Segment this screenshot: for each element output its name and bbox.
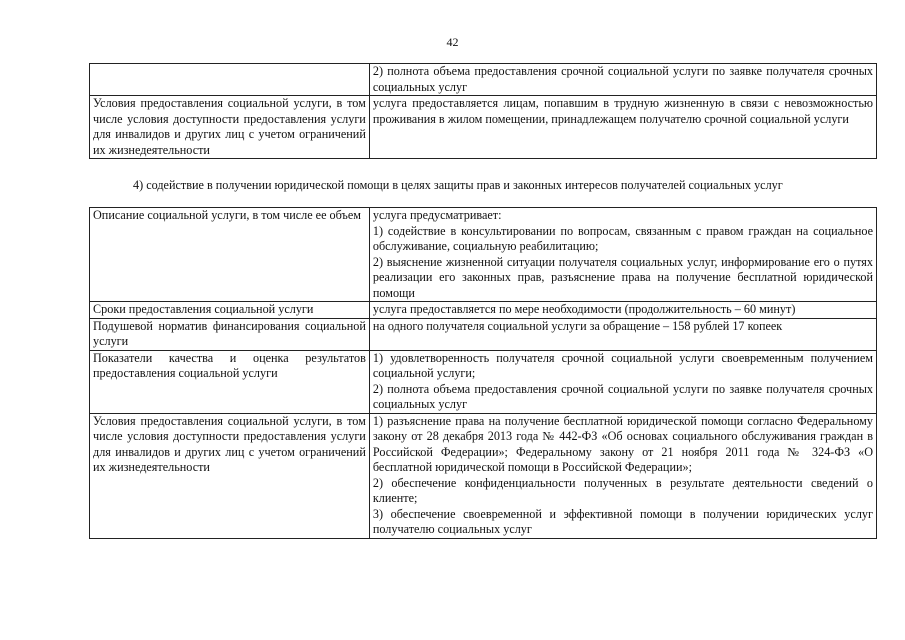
cell-paragraph: услуга предусматривает: — [372, 208, 502, 222]
page-number: 42 — [446, 35, 459, 49]
cell-paragraph: услуга предоставляется по мере необходимости (продолжительность – 60 минут) — [372, 302, 796, 316]
table-row — [90, 350, 877, 413]
table-row — [90, 318, 877, 350]
table-cell-value — [369, 208, 876, 302]
cell-paragraph: 1) удовлетворенность получателя срочной социальной услуги своевременным получением социальной услуги; — [372, 350, 873, 380]
cell-paragraph: 1) содействие в консультировании по вопросам, связанным с правом граждан на социальное обслуживание, социальную реабилитацию; — [372, 223, 873, 253]
table-row — [90, 208, 877, 302]
legal-aid-service-table — [89, 207, 877, 539]
services-table-continued — [89, 63, 877, 159]
table-cell-value — [369, 64, 876, 96]
cell-paragraph: 2) полнота объема предоставления срочной социальной услуги по заявке получателя срочных социальных услуг — [372, 381, 873, 411]
cell-paragraph: 2) выяснение жизненной ситуации получателя социальных услуг, информирование его о путях реализации его законных прав, разъяснение права на получение бесплатной юридической помощи — [372, 254, 873, 300]
table-cell-label: Условия предоставления социальной услуги, в том числе условия доступности предоставления услуги для инвалидов и других лиц с учетом ограничений их жизнедеятельности — [90, 413, 370, 538]
cell-paragraph: 3) обеспечение своевременной и эффективной помощи в получении юридических услуг получателю социальных услуг — [372, 506, 873, 536]
table-row — [90, 302, 877, 319]
section-heading: 4) содействие в получении юридической помощи в целях защиты прав и законных интересов получателей социальных услуг — [133, 178, 783, 192]
cell-paragraph: 1) разъяснение права на получение бесплатной юридической помощи согласно Федеральному закону от 28 декабря 2013 года № 442-ФЗ «Об основах социального обслуживания граждан в Российской Федерации»; Федеральному закону от 21 ноября 2011 года № 324-ФЗ «О бесплатной юридической помощи в Российской Федерации»; — [372, 413, 873, 474]
table-cell-value — [369, 96, 876, 159]
table-row — [90, 64, 877, 96]
table-row — [90, 413, 877, 538]
table-cell-value — [369, 302, 876, 319]
table-cell-value — [369, 350, 876, 413]
cell-paragraph: услуга предоставляется лицам, попавшим в трудную жизненную в связи с невозможностью проживания в жилом помещении, принадлежащем получателю срочной социальной услуги — [372, 96, 873, 126]
table-cell-label: Описание социальной услуги, в том числе ее объем — [90, 208, 370, 302]
cell-paragraph: 2) полнота объема предоставления срочной социальной услуги по заявке получателя срочных социальных услуг — [372, 64, 873, 94]
table-cell-label: Условия предоставления социальной услуги, в том числе условия доступности предоставления услуги для инвалидов и других лиц с учетом ограничений их жизнедеятельности — [90, 96, 370, 159]
table-cell-label: Сроки предоставления социальной услуги — [90, 302, 370, 319]
table-row — [90, 96, 877, 159]
table-cell-label: Подушевой норматив финансирования социальной услуги — [90, 318, 370, 350]
cell-paragraph: на одного получателя социальной услуги за обращение – 158 рублей 17 копеек — [372, 318, 783, 333]
table-cell-label: Показатели качества и оценка результатов предоставления социальной услуги — [90, 350, 370, 413]
table-cell-value — [369, 318, 876, 350]
table-cell-value — [369, 413, 876, 538]
table-cell-label — [90, 64, 370, 96]
cell-paragraph: 2) обеспечение конфиденциальности полученных в результате деятельности сведений о клиенте; — [372, 475, 873, 505]
